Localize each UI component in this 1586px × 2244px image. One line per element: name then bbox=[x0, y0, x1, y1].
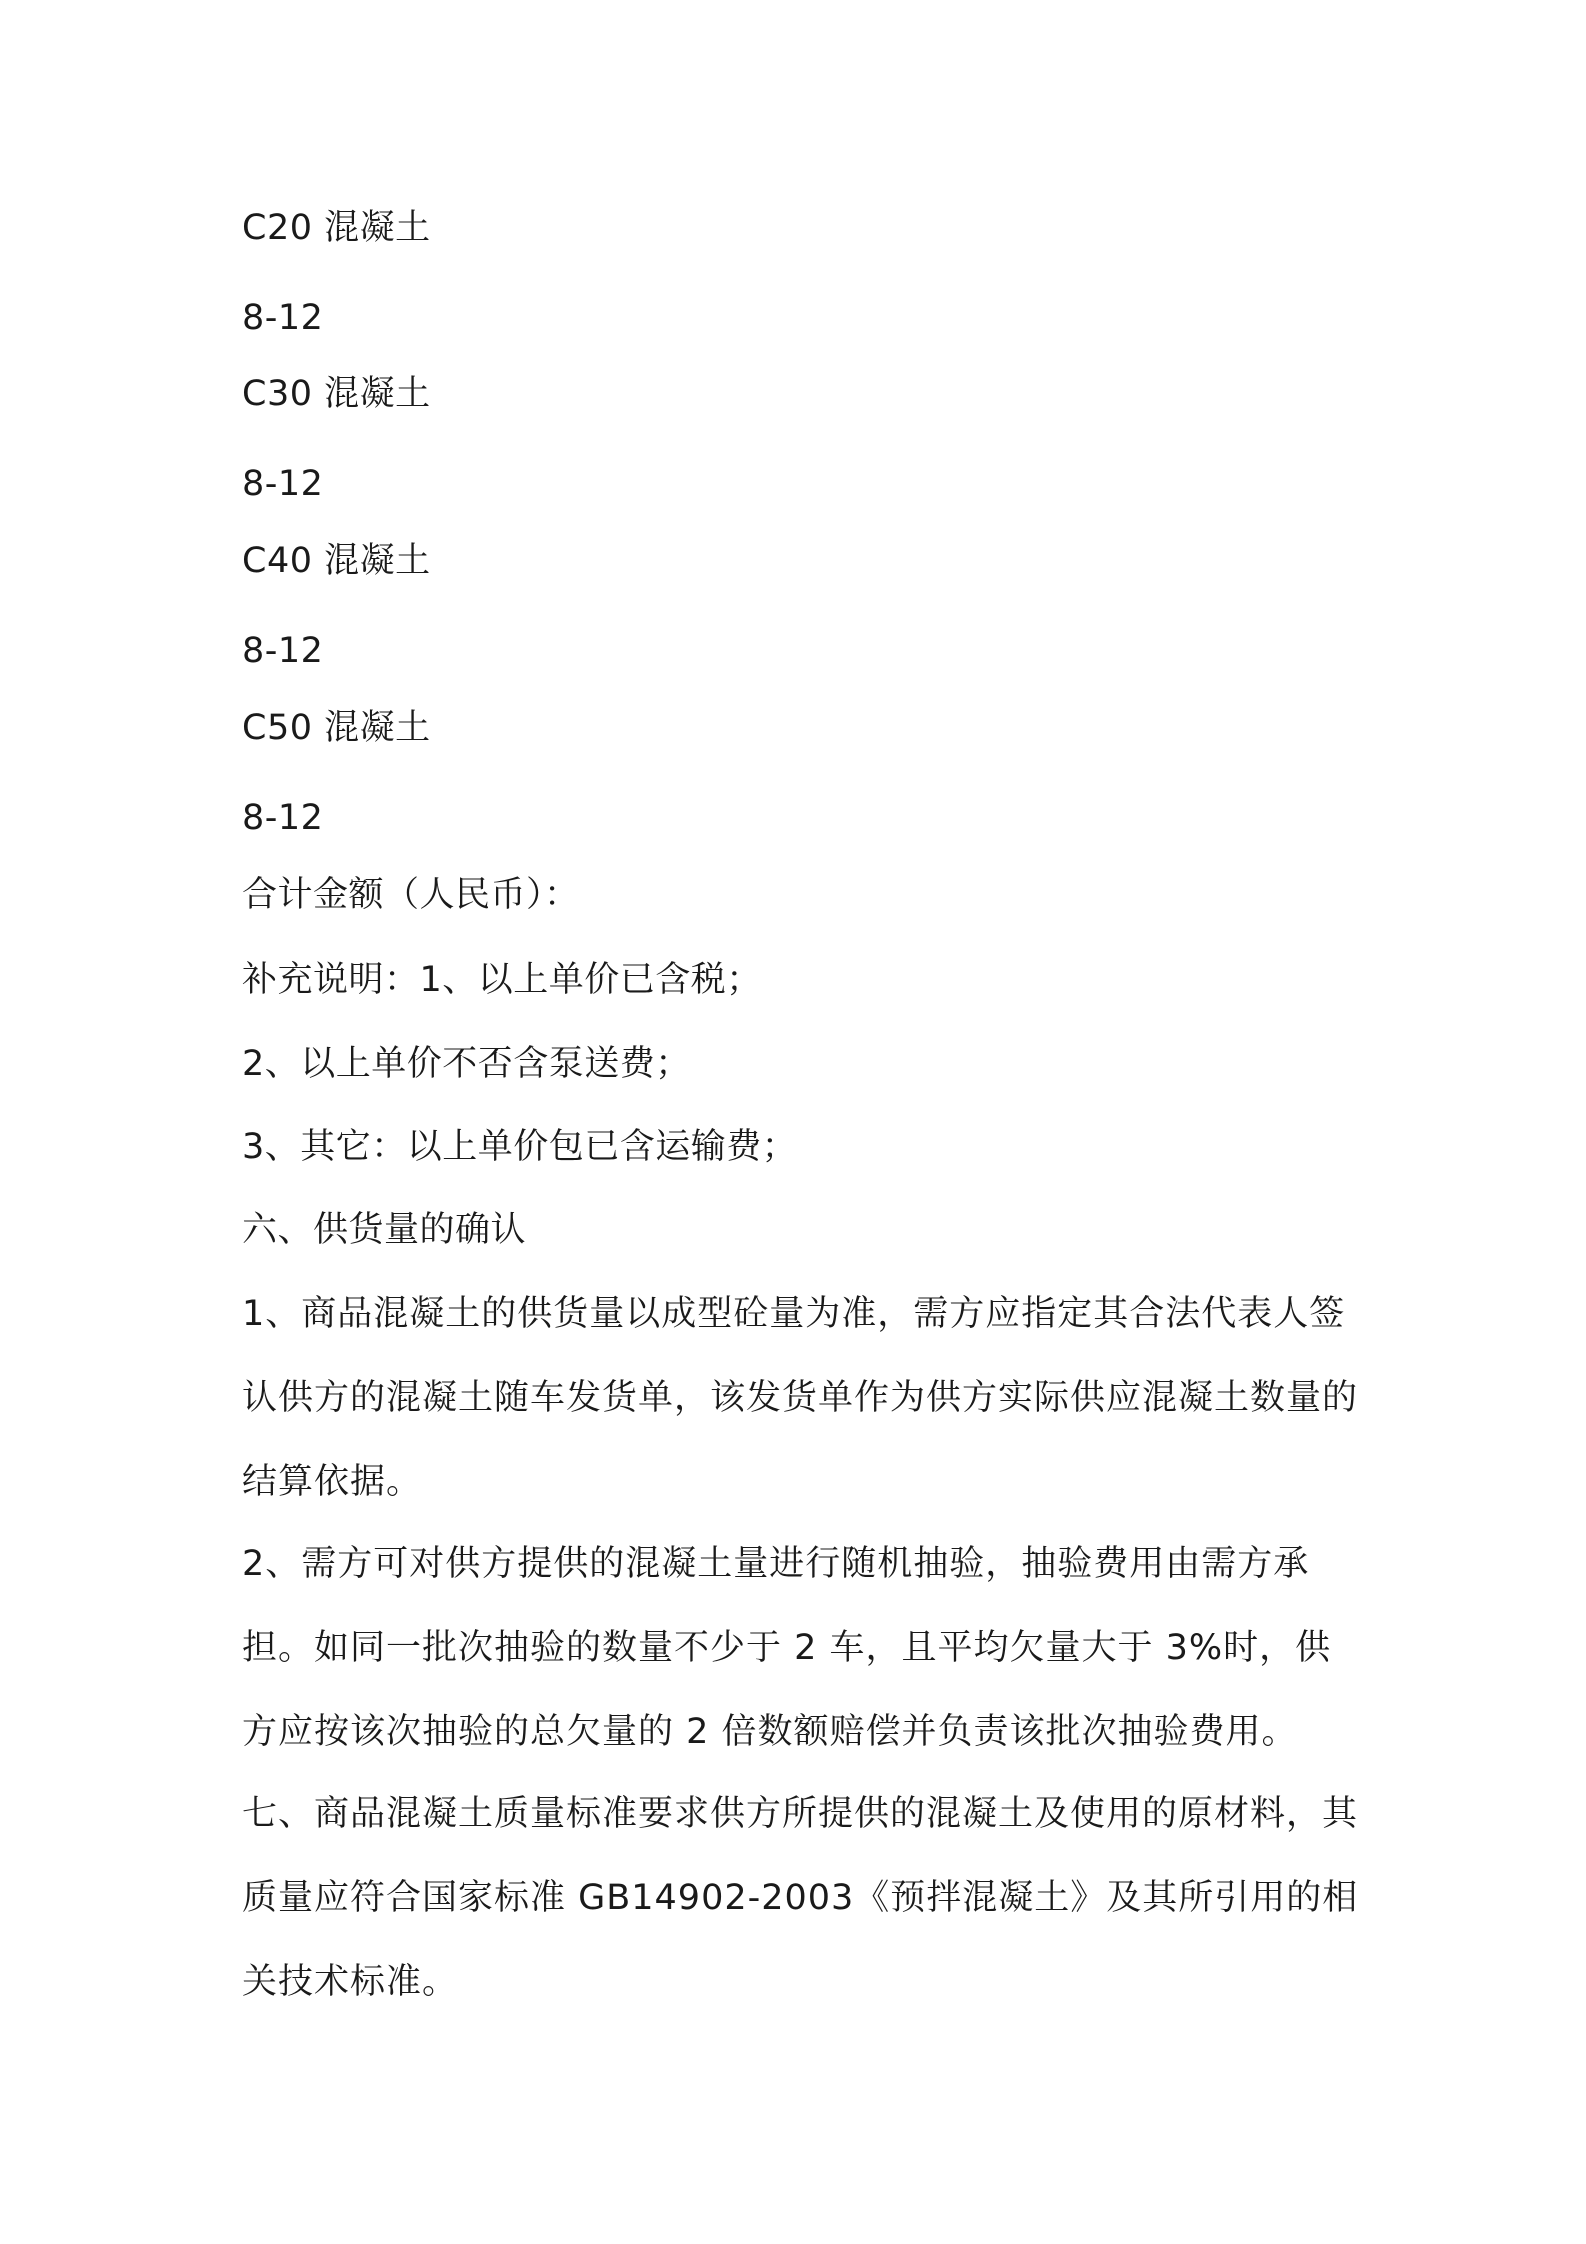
item-range-c20: 8-12 bbox=[242, 298, 324, 338]
section-6-paragraph-1: 1、商品混凝土的供货量以成型砼量为准，需方应指定其合法代表人签认供方的混凝土随车发货单，该发货单作为供方实际供应混凝土数量的结算依据。 bbox=[242, 1294, 1359, 1502]
note-3: 3、其它：以上单价包已含运输费； bbox=[242, 1127, 798, 1167]
note-2: 2、以上单价不否含泵送费； bbox=[242, 1044, 691, 1084]
section-6-paragraph-2: 2、需方可对供方提供的混凝土量进行随机抽验，抽验费用由需方承担。如同一批次抽验的数量不少于 2 车，且平均欠量大于 3%时，供方应按该次抽验的总欠量的 2 倍数额赔偿并负责该批次抽验费用。 bbox=[242, 1544, 1332, 1752]
item-grade-c40: C40 混凝土 bbox=[242, 541, 431, 581]
item-range-c50: 8-12 bbox=[242, 798, 324, 838]
item-range-c30: 8-12 bbox=[242, 464, 324, 504]
item-grade-c20: C20 混凝土 bbox=[242, 208, 431, 248]
item-grade-c50: C50 混凝土 bbox=[242, 708, 431, 748]
item-range-c40: 8-12 bbox=[242, 631, 324, 671]
section-6-heading: 六、供货量的确认 bbox=[242, 1210, 527, 1250]
item-grade-c30: C30 混凝土 bbox=[242, 374, 431, 414]
total-amount-label: 合计金额（人民币）： bbox=[242, 875, 580, 915]
note-1: 补充说明：1、以上单价已含税； bbox=[242, 960, 762, 1000]
section-7-paragraph: 七、商品混凝土质量标准要求供方所提供的混凝土及使用的原材料，其质量应符合国家标准 GB14902-2003《预拌混凝土》及其所引用的相关技术标准。 bbox=[242, 1794, 1359, 2002]
